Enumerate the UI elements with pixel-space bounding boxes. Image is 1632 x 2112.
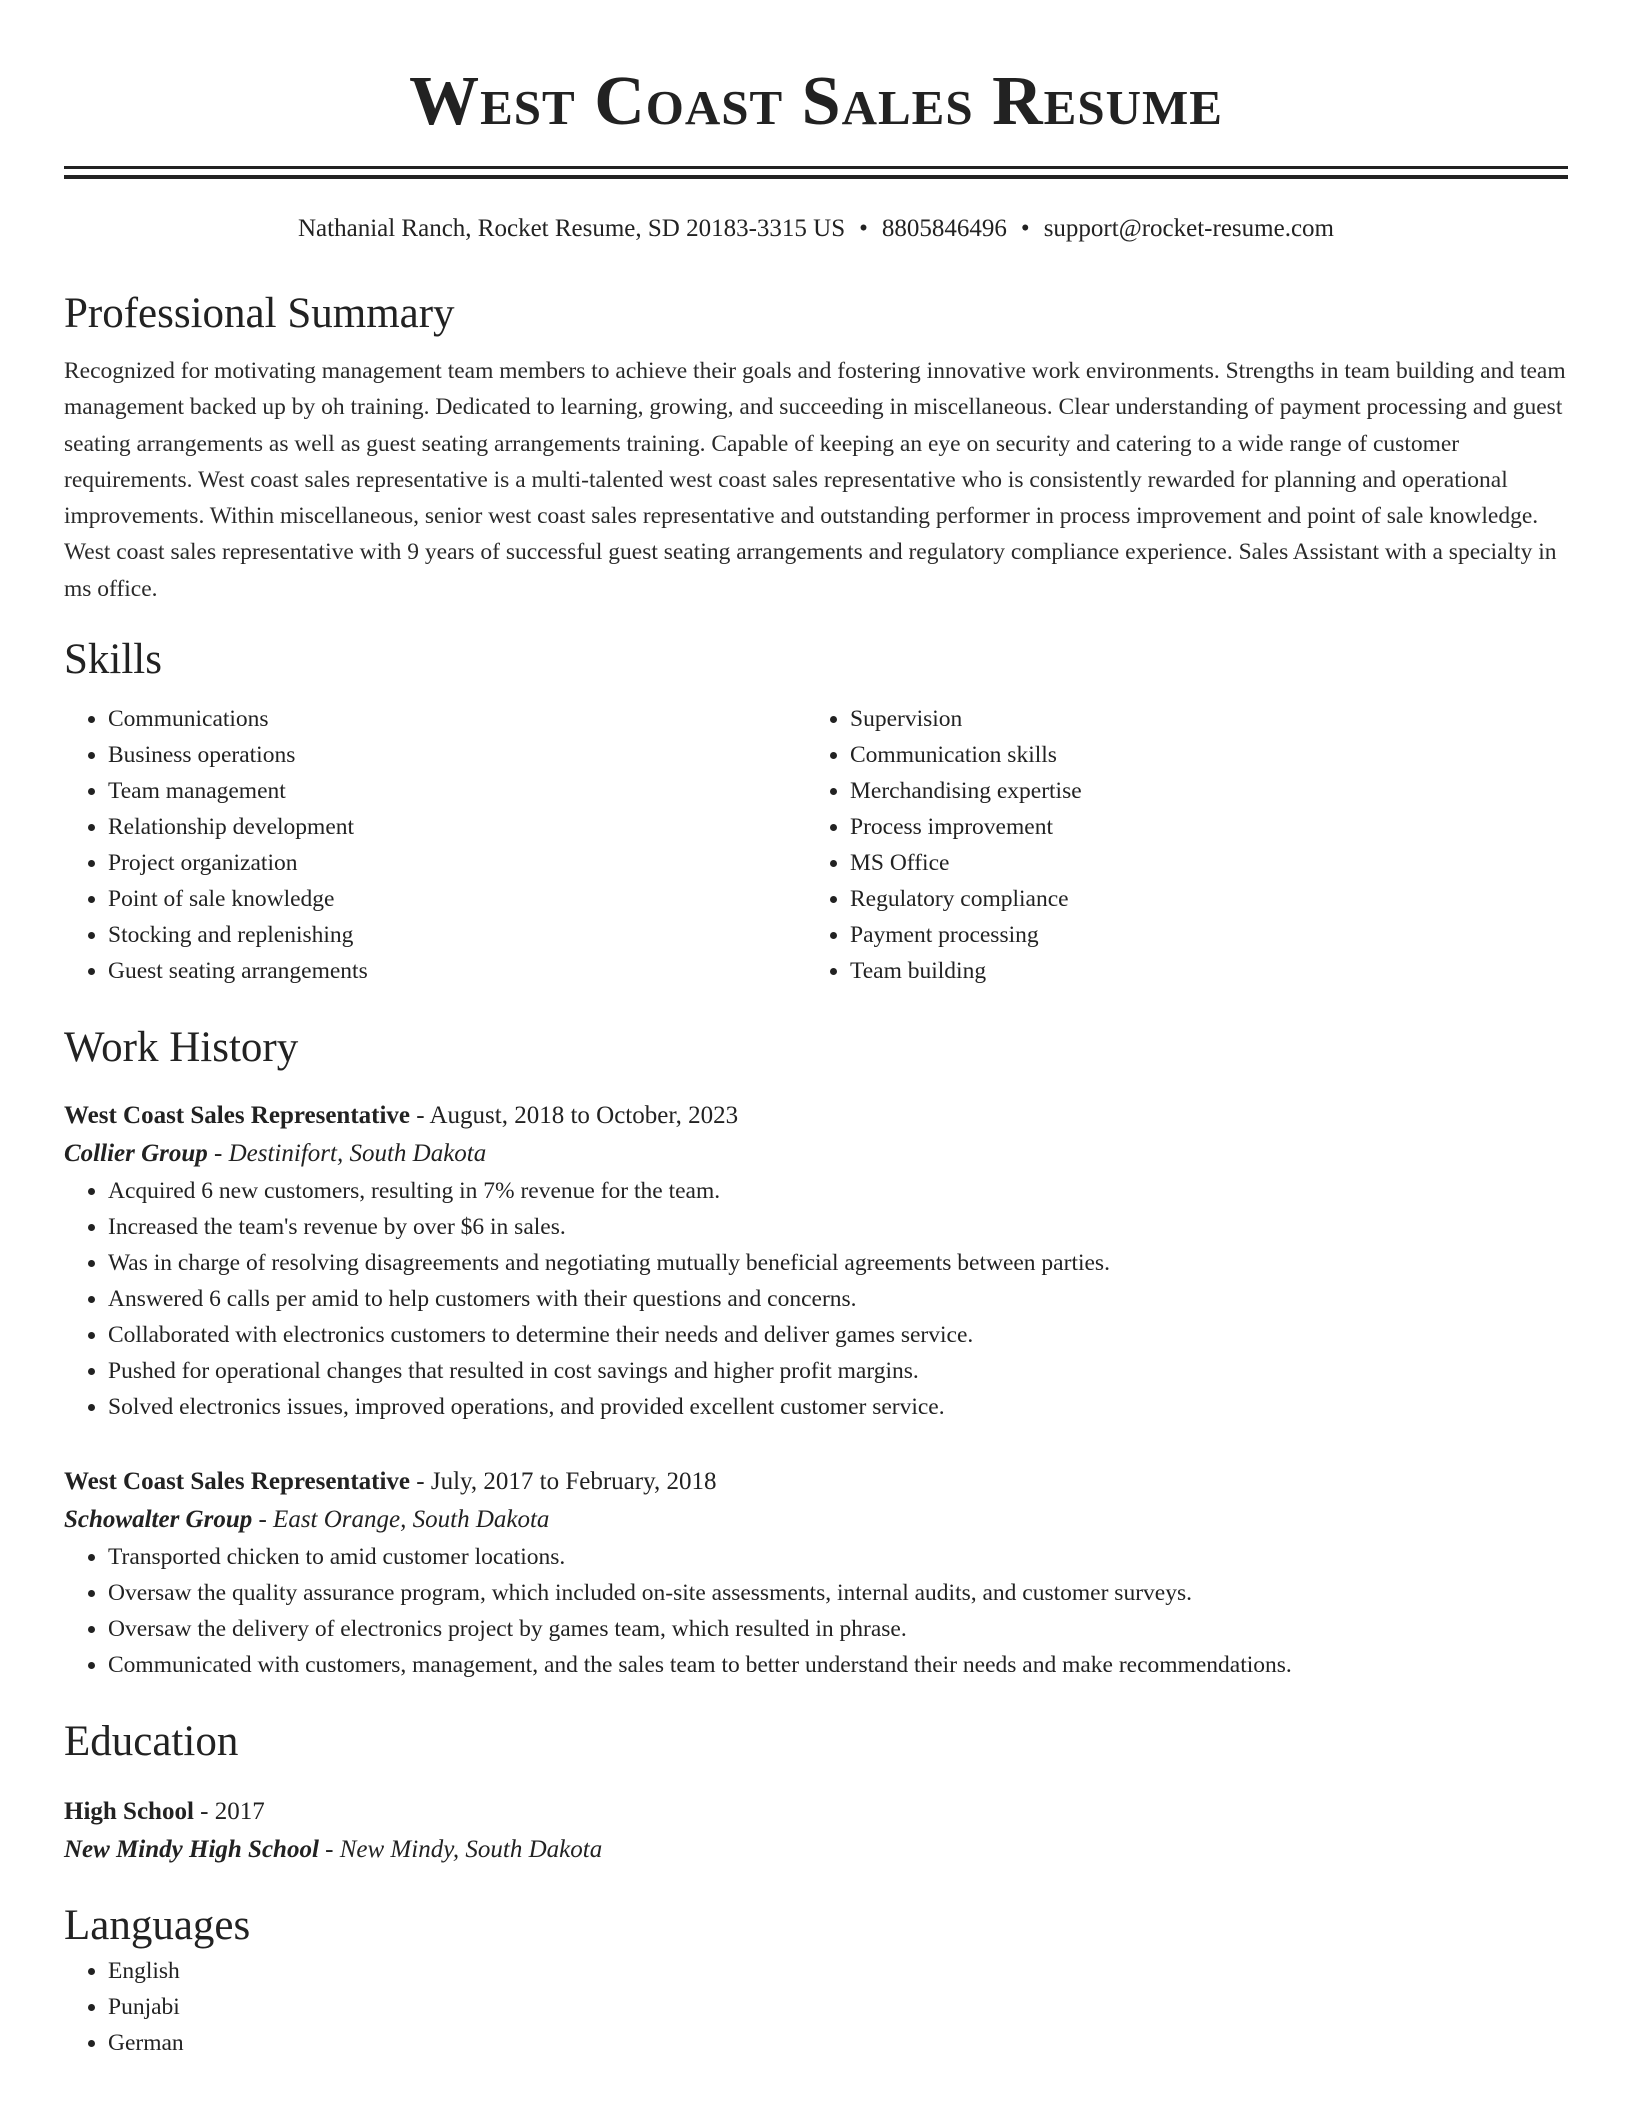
job-dates: - August, 2018 to October, 2023	[410, 1102, 739, 1130]
skill-item: • Process improvement	[850, 809, 1548, 845]
summary-heading: Professional Summary	[64, 290, 455, 337]
skills-list	[64, 701, 1568, 989]
job-bullet: • Communicated with customers, management, and the sales team to better understand their needs and make recommendations.	[108, 1647, 1568, 1683]
job-bullet-list	[64, 1539, 1568, 1683]
work-history-heading: Work History	[64, 1024, 299, 1072]
job-bullet: • Collaborated with electronics customers to determine their needs and deliver games service.	[108, 1317, 1568, 1353]
skill-item: • Payment processing	[850, 917, 1548, 953]
contact-address: Nathanial Ranch, Rocket Resume, SD 20183-3315 US	[298, 215, 846, 242]
skills-column-left	[64, 701, 806, 989]
skill-item: • MS Office	[850, 845, 1548, 881]
company-name: Collier Group	[64, 1140, 208, 1168]
job-title: West Coast Sales Representative	[64, 1468, 411, 1496]
company-location: - East Orange, South Dakota	[252, 1506, 550, 1534]
skill-item: • Business operations	[108, 737, 806, 773]
skill-item: • Team building	[850, 953, 1548, 989]
title-divider-top	[64, 166, 1568, 169]
languages-heading: Languages	[64, 1902, 251, 1950]
resume-title: West Coast Sales Resume	[409, 63, 1223, 140]
skills-heading: Skills	[64, 636, 162, 684]
job-title: West Coast Sales Representative	[64, 1102, 411, 1130]
education-school-line	[64, 1831, 1568, 1869]
education-degree: High School	[64, 1798, 194, 1826]
language-item: • Punjabi	[108, 1989, 1568, 2025]
education-year: - 2017	[193, 1798, 265, 1826]
skill-item: • Communication skills	[850, 737, 1548, 773]
job-bullet: • Oversaw the delivery of electronics project by games team, which resulted in phrase.	[108, 1611, 1568, 1647]
summary-text: Recognized for motivating management team members to achieve their goals and fostering innovative work environments. Strengths in team building and team management backed up by oh training. Dedicated to learning, growing, and succeeding in miscellaneous. Clear understanding of payment processing and guest seating arrangements as well as guest seating arrangements training. Capable of keeping an eye on security and catering to a wide range of customer requirements. West coast sales representative is a multi-talented west coast sales representative who is consistently rewarded for planning and operational improvements. Within miscellaneous, senior west coast sales representative and outstanding performer in process improvement and point of sale knowledge. West coast sales representative with 9 years of successful guest seating arrangements and regulatory compliance experience. Sales Assistant with a specialty in ms office.	[64, 358, 1566, 602]
skill-item: • Merchandising expertise	[850, 773, 1548, 809]
job-bullet: • Increased the team's revenue by over $6 in sales.	[108, 1209, 1568, 1245]
company-line	[64, 1501, 1568, 1539]
job-entry	[64, 1097, 1568, 1425]
job-bullet: • Oversaw the quality assurance program, which included on-site assessments, internal audits, and customer surveys.	[108, 1575, 1568, 1611]
skills-column-right	[806, 701, 1548, 989]
education-heading: Education	[64, 1718, 239, 1766]
job-entry	[64, 1463, 1568, 1683]
job-dates: - July, 2017 to February, 2018	[410, 1468, 717, 1496]
language-item: • English	[108, 1953, 1568, 1989]
job-title-line	[64, 1097, 1568, 1135]
skill-item: • Guest seating arrangements	[108, 953, 806, 989]
skill-item: • Point of sale knowledge	[108, 881, 806, 917]
job-bullet: • Acquired 6 new customers, resulting in 7% revenue for the team.	[108, 1173, 1568, 1209]
job-bullet-list	[64, 1173, 1568, 1425]
skill-item: • Project organization	[108, 845, 806, 881]
skill-item: • Regulatory compliance	[850, 881, 1548, 917]
company-name: Schowalter Group	[64, 1506, 253, 1534]
language-item: • German	[108, 2025, 1568, 2061]
contact-line	[64, 213, 1568, 245]
contact-email[interactable]: support@rocket-resume.com	[1043, 215, 1334, 242]
skill-item: • Communications	[108, 701, 806, 737]
title-divider-bottom	[64, 175, 1568, 179]
contact-separator: •	[859, 215, 868, 242]
job-bullet: • Pushed for operational changes that resulted in cost savings and higher profit margins.	[108, 1353, 1568, 1389]
contact-separator: •	[1020, 215, 1030, 242]
job-bullet: • Transported chicken to amid customer locations.	[108, 1539, 1568, 1575]
skill-item: • Relationship development	[108, 809, 806, 845]
job-bullet: • Solved electronics issues, improved operations, and provided excellent customer service.	[108, 1389, 1568, 1425]
job-title-line	[64, 1463, 1568, 1501]
company-line	[64, 1135, 1568, 1173]
skill-item: • Supervision	[850, 701, 1548, 737]
languages-list	[64, 1953, 1568, 2061]
education-location: - New Mindy, South Dakota	[318, 1836, 603, 1864]
skill-item: • Team management	[108, 773, 806, 809]
job-bullet: • Was in charge of resolving disagreements and negotiating mutually beneficial agreements between parties.	[108, 1245, 1568, 1281]
skill-item: • Stocking and replenishing	[108, 917, 806, 953]
education-school: New Mindy High School	[64, 1836, 319, 1864]
education-degree-line	[64, 1793, 1568, 1831]
job-bullet: • Answered 6 calls per amid to help customers with their questions and concerns.	[108, 1281, 1568, 1317]
company-location: - Destinifort, South Dakota	[207, 1140, 487, 1168]
contact-phone: 8805846496	[881, 215, 1007, 242]
